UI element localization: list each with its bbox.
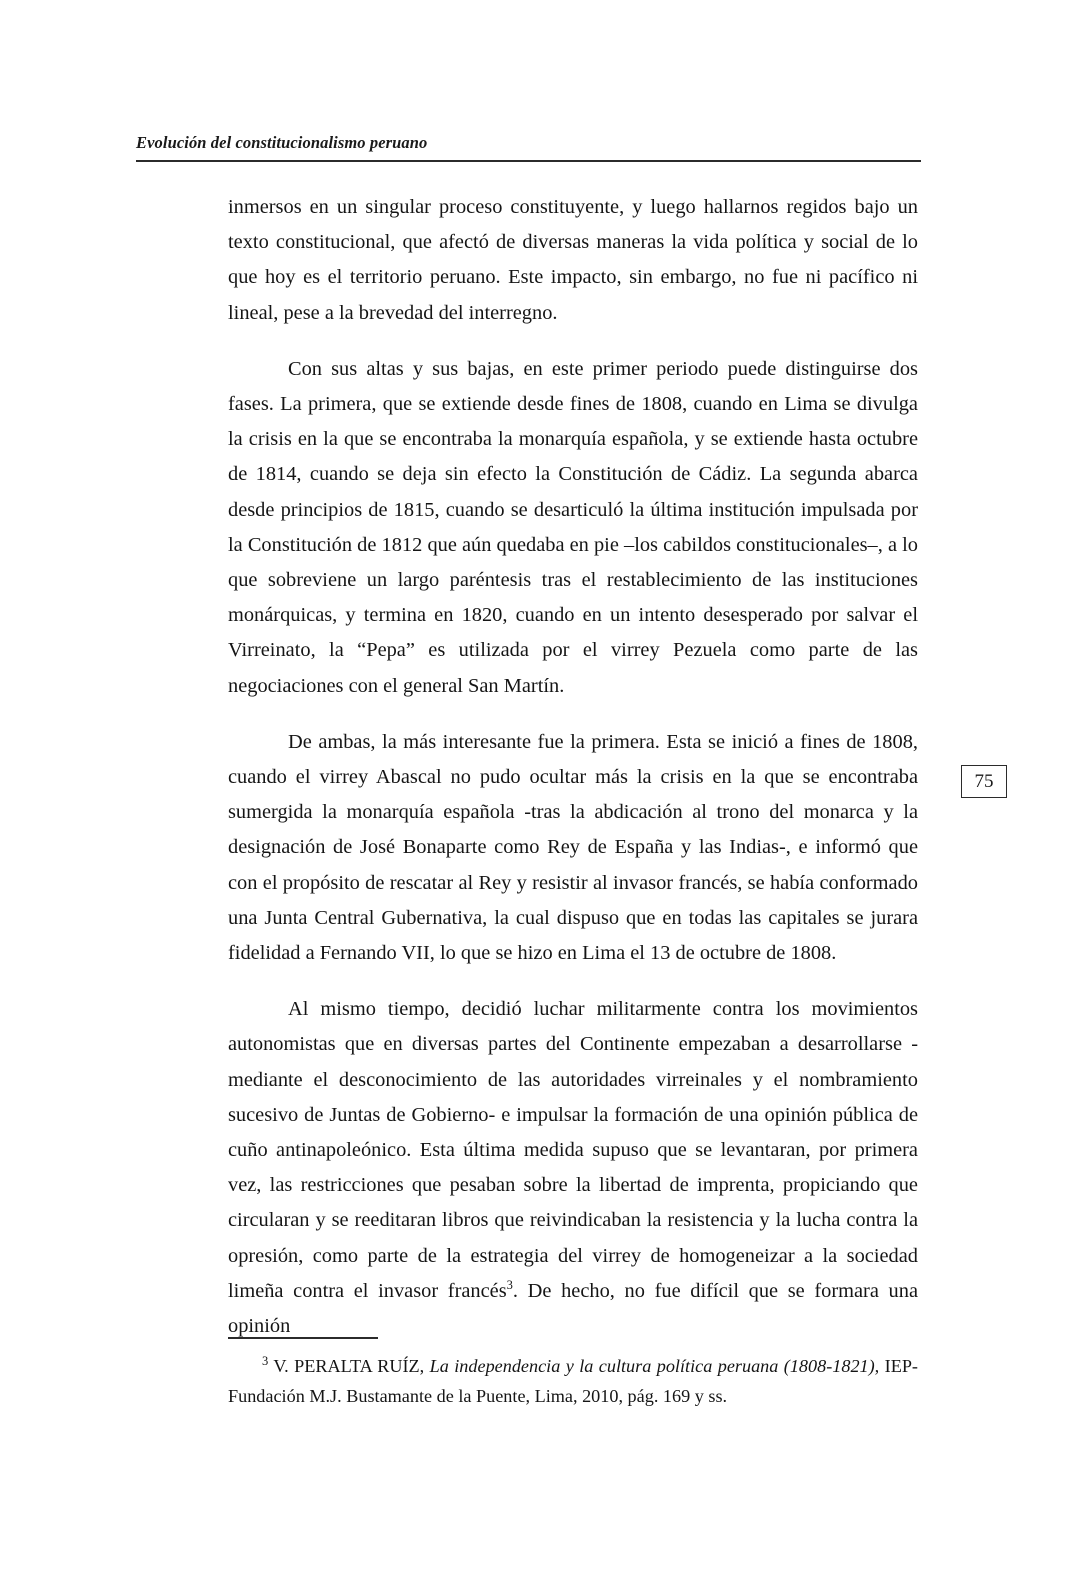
page-number bbox=[961, 765, 1007, 798]
page-header bbox=[136, 133, 921, 162]
page-number-value: 75 bbox=[974, 770, 994, 792]
paragraph: Con sus altas y sus bajas, en este primer periodo puede distinguirse dos fases. La primera, que se extiende desde fines de 1808, cuando en Lima se divulga la crisis en la que se encontraba la monarquía española, y se extiende hasta octubre de 1814, cuando se deja sin efecto la Constitución de Cádiz. La segunda abarca desde principios de 1815, cuando se desarticuló la última institución impulsada por la Constitución de 1812 que aún quedaba en pie –los cabildos constitucionales–, a lo que sobreviene un largo paréntesis tras el restablecimiento de las instituciones monárquicas, y termina en 1820, cuando en un intento desesperado por salvar el Virreinato, la “Pepa” es utilizada por el virrey Pezuela como parte de las negociaciones con el general San Martín. bbox=[228, 357, 918, 697]
paragraph-with-footnote-ref bbox=[228, 992, 918, 1344]
header-divider bbox=[136, 160, 921, 162]
footnote-reference[interactable]: 3 bbox=[506, 1278, 513, 1293]
running-title: Evolución del constitucionalismo peruano bbox=[136, 133, 428, 152]
footnote bbox=[228, 1351, 918, 1411]
paragraph-text-tail: . De hecho, no fue difícil que se formara una opinión bbox=[228, 1279, 918, 1338]
footnote-divider bbox=[228, 1337, 378, 1339]
footnote-marker: 3 bbox=[262, 1353, 269, 1368]
footnote-area bbox=[228, 1337, 918, 1411]
footnote-text-part2: IEP-Fundación M.J. Bustamante de la Puente, Lima, 2010, pág. 169 y ss. bbox=[228, 1355, 918, 1406]
footnote-text-part1: V. PERALTA RUÍZ, bbox=[268, 1355, 430, 1376]
footnote-title-italic: La independencia y la cultura política peruana (1808-1821), bbox=[429, 1355, 880, 1376]
paragraph-text: Al mismo tiempo, decidió luchar militarmente contra los movimientos autonomistas que en diversas partes del Continente empezaban a desarrollarse -mediante el desconocimiento de las autoridades virreinales y el nombramiento sucesivo de Juntas de Gobierno- e impulsar la formación de una opinión pública de cuño antinapoleónico. Esta última medida supuso que se levantaran, por primera vez, las restricciones que pesaban sobre la libertad de imprenta, propiciando que circularan y se reeditaran libros que reivindicaban la resistencia y la lucha contra la opresión, como parte de la estrategia del virrey de homogeneizar a la sociedad limeña contra el invasor francés bbox=[228, 998, 918, 1302]
paragraph: inmersos en un singular proceso constituyente, y luego hallarnos regidos bajo un texto constitucional, que afectó de diversas maneras la vida política y social de lo que hoy es el territorio peruano. Este impacto, sin embargo, no fue ni pacífico ni lineal, pese a la brevedad del interregno. bbox=[228, 196, 918, 324]
paragraph: De ambas, la más interesante fue la primera. Esta se inició a fines de 1808, cuando el virrey Abascal no pudo ocultar más la crisis en la que se encontraba sumergida la monarquía española -tras la abdicación al trono del monarca y la designación de José Bonaparte como Rey de España y las Indias-, e informó que con el propósito de rescatar al Rey y resistir al invasor francés, se había conformado una Junta Central Gubernativa, la cual dispuso que en todas las capitales se jurara fidelidad a Fernando VII, lo que se hizo en Lima el 13 de octubre de 1808. bbox=[228, 730, 918, 965]
body-text bbox=[228, 190, 918, 1344]
